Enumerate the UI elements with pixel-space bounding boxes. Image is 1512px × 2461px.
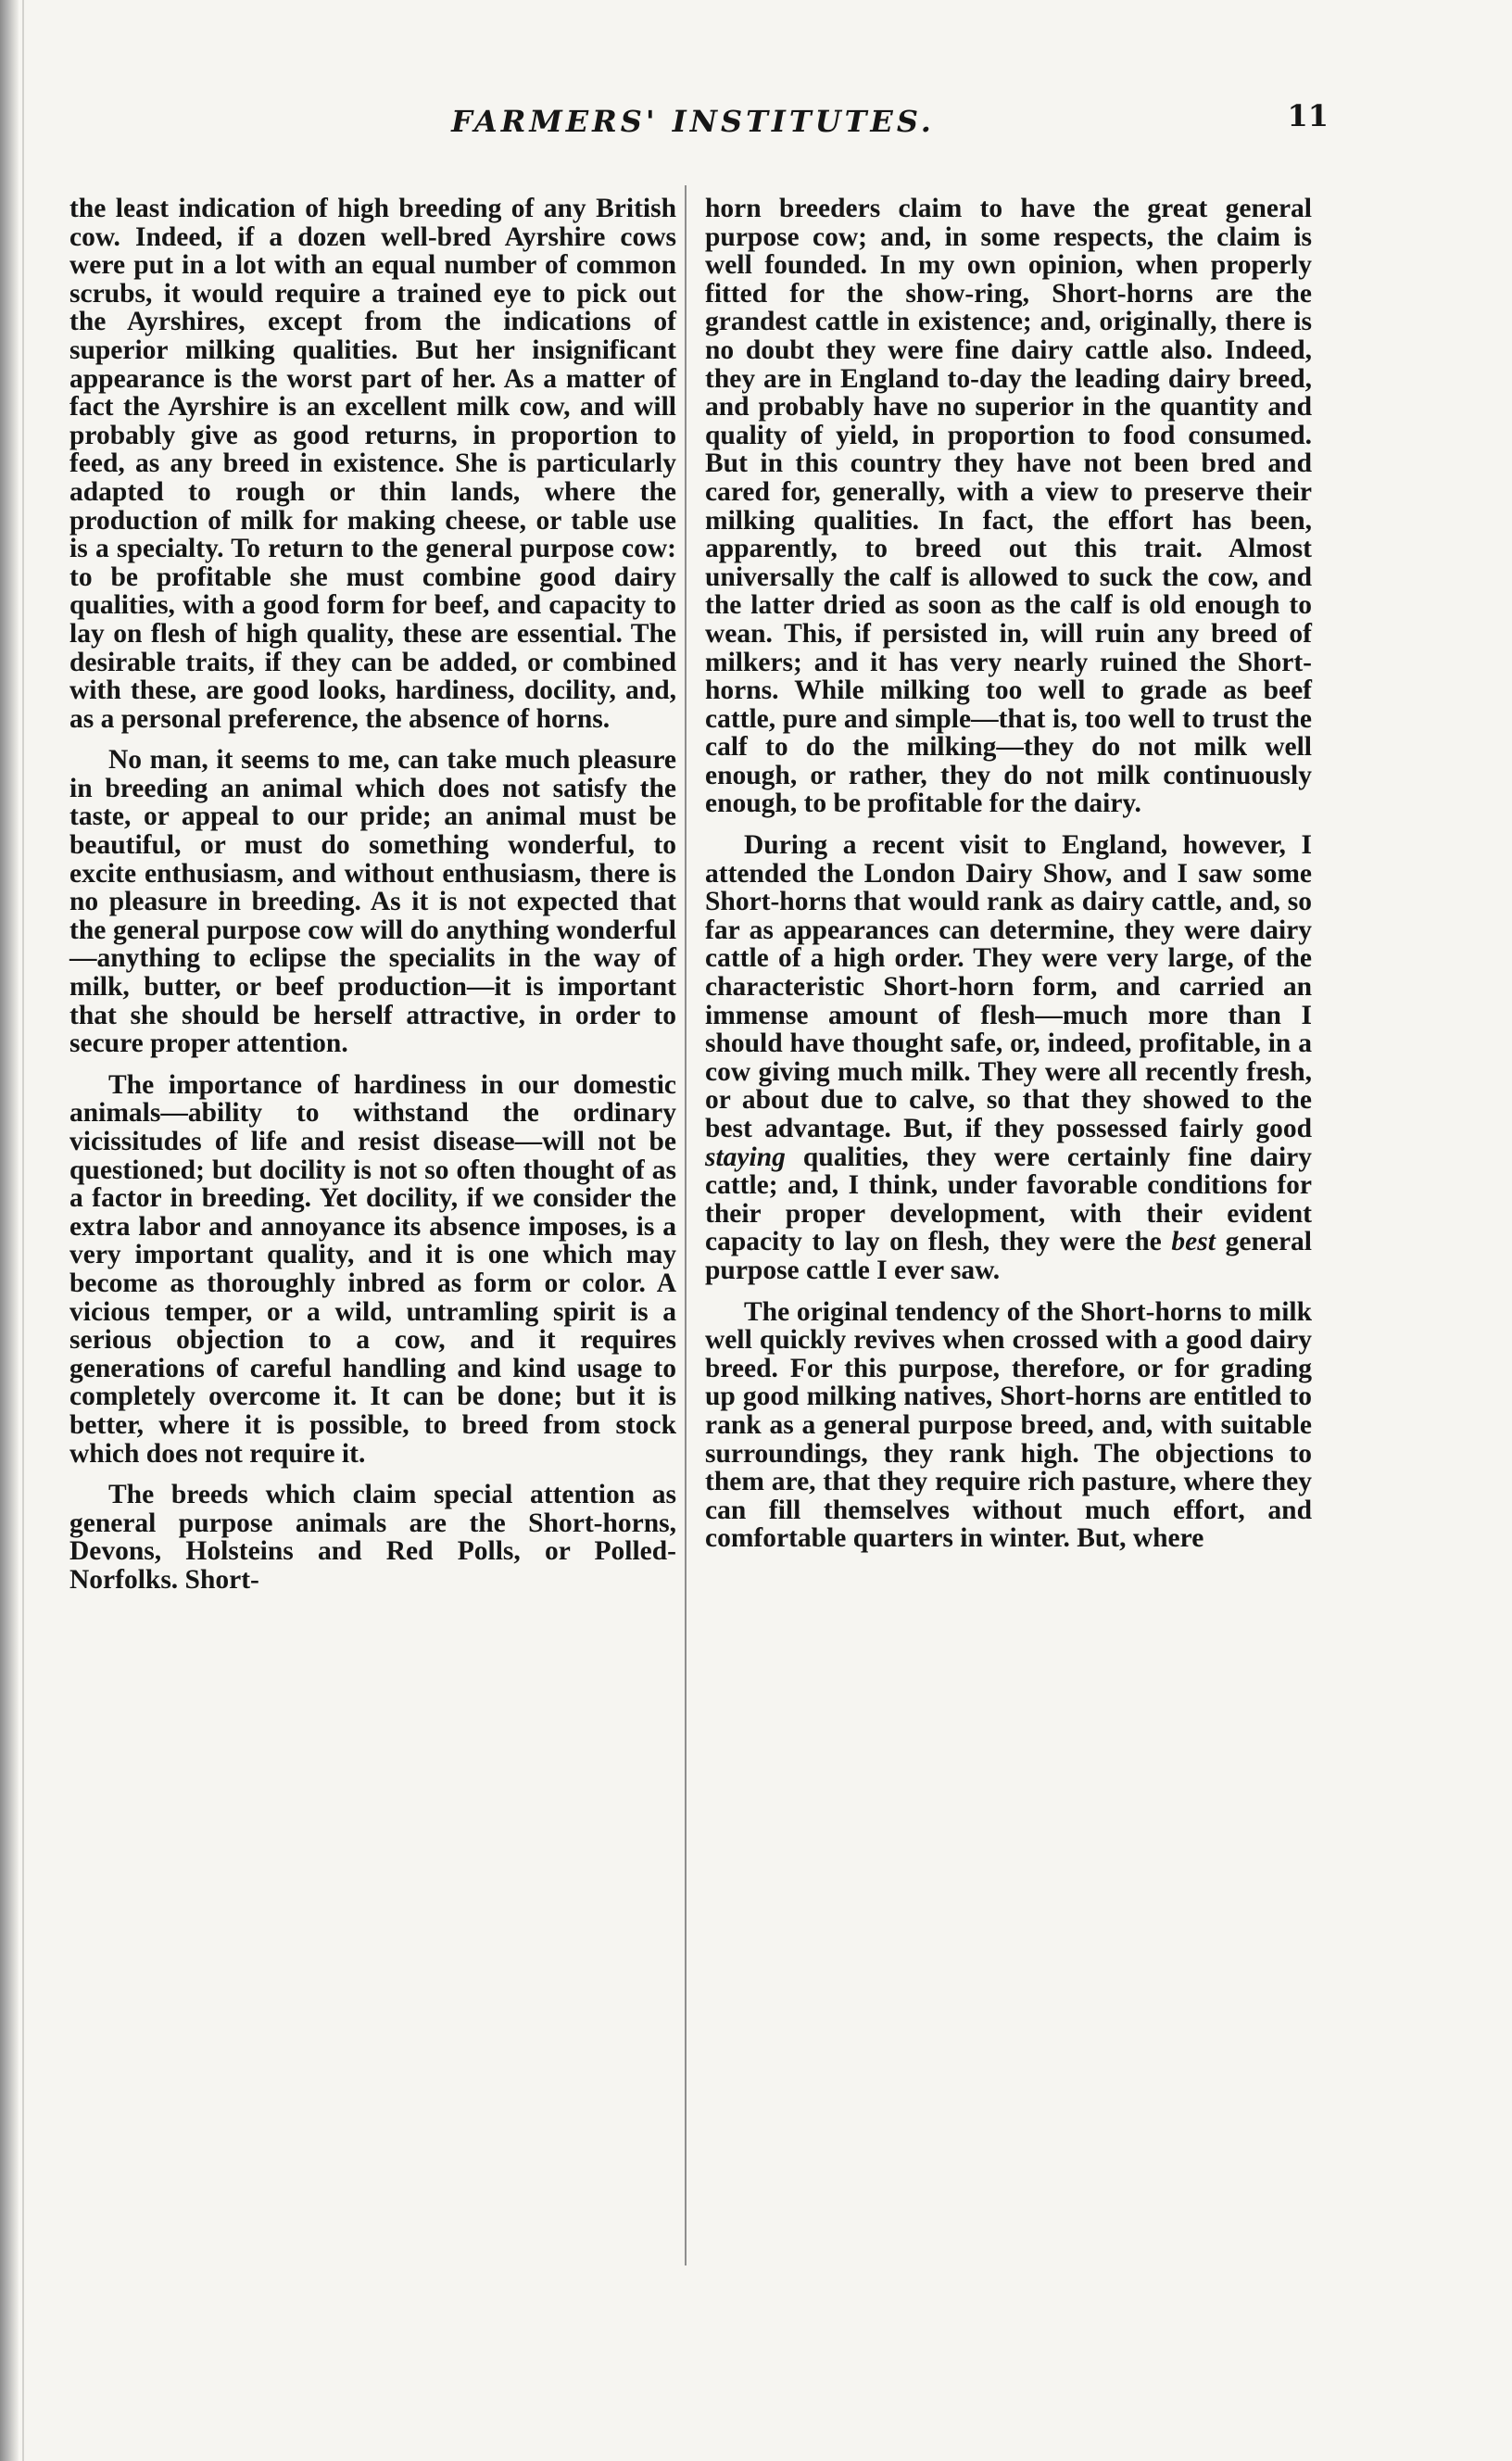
left-column — [69, 195, 676, 1608]
running-head — [54, 98, 1332, 139]
right-column — [705, 195, 1312, 1566]
scan-spine-shadow — [0, 0, 19, 2461]
paragraph — [705, 831, 1312, 1285]
paragraph: The original tendency of the Short-horns to milk well quickly revives when crossed with a good dairy breed. For this purpose, therefore, or for grading up good milking natives, Short-horns are entitled to rank as a general purpose breed, and, with suitable surroundings, they rank high. The objections to them are, that they require rich pasture, where they can fill themselves without much effort, and comfortable quarters in winter. But, where — [705, 1296, 1312, 1554]
paragraph: the least indication of high breeding of any British cow. Indeed, if a dozen well-bred Ayrshire cows were put in a lot with an equal number of common scrubs, it would require a trained eye to pick out the Ayrshires, except from the indications of superior milking qualities. But her insignificant appearance is the worst part of her. As a matter of fact the Ayrshire is an excellent milk cow, and will probably give as good returns, in proportion to feed, as any breed in existence. She is particularly adapted to rough or thin lands, where the production of milk for making cheese, or table use is a specialty. To return to the general purpose cow: to be profitable she must combine good dairy qualities, with a good form for beef, and capacity to lay on flesh of high quality, these are essential. The desirable traits, if they can be added, or combined with these, are good looks, hardiness, docility, and, as a personal preference, the absence of horns. — [69, 194, 676, 734]
italic-term: best — [1171, 1227, 1216, 1257]
page-number: 11 — [1287, 98, 1329, 133]
paragraph: No man, it seems to me, can take much pleasure in breeding an animal which does not satisfy the taste, or appeal to our pride; an animal must be beautiful, or must do something wonderful, to excite enthusiasm, and without enthusiasm, there is no pleasure in breeding. As it is not expected that the general purpose cow will do anything wonderful—anything to eclipse the specialits in the way of milk, butter, or beef production—it is important that she should be herself attractive, in order to secure proper attention. — [69, 745, 676, 1059]
paragraph: The importance of hardiness in our domestic animals—ability to withstand the ordinary vicissitudes of life and resist disease—will not be questioned; but docility is not so often thought of as a factor in breeding. Yet docility, if we consider the extra labor and annoyance its absence imposes, is a very important quality, and it is one which may become as thoroughly inbred as form or color. A vicious temper, or a wild, untramling spirit is a serious objection to a cow, and it requires generations of careful handling and kind usage to completely overcome it. It can be done; but it is better, where it is possible, to breed from stock which does not require it. — [69, 1069, 676, 1469]
paragraph-text: general purpose cattle I ever saw. — [705, 1227, 1313, 1285]
italic-term: staying — [705, 1142, 786, 1172]
scan-gutter-line — [22, 0, 24, 2461]
running-title: FARMERS' INSTITUTES. — [451, 104, 935, 139]
paragraph-text: During a recent visit to England, however, I attended the London Dairy Show, and I saw some Short-horns that would rank as dairy cattle, and, so far as appearances can determine, they were dairy cattle of a high order. They were very large, of the characteristic Short-horn form, and carried an immense amount of flesh—much more than I should have thought safe, or, indeed, profitable, in a cow giving much milk. They were all recently fresh, or about due to calve, so that they showed to the best advantage. But, if they possessed fairly good — [705, 830, 1312, 1143]
column-divider — [685, 185, 687, 2265]
paragraph-text: qualities, they were certainly fine dairy cattle; and, I think, under favorable conditions for their proper development, with their evident capacity to lay on flesh, they were the — [705, 1142, 1313, 1257]
paragraph: horn breeders claim to have the great general purpose cow; and, in some respects, the claim is well founded. In my own opinion, when properly fitted for the show-ring, Short-horns are the grandest cattle in existence; and, originally, there is no doubt they were fine dairy cattle also. Indeed, they are in England to-day the leading dairy breed, and probably have no superior in the quantity and quality of yield, in proportion to food consumed. But in this country they have not been bred and cared for, generally, with a view to preserve their milking qualities. In fact, the effort has been, apparently, to breed out this trait. Almost universally the calf is allowed to suck the cow, and the latter dried as soon as the calf is old enough to wean. This, if persisted in, will ruin any breed of milkers; and it has very nearly ruined the Short-horns. While milking too well to grade as beef cattle, pure and simple—that is, too well to trust the calf to do the milking—they do not milk well enough, or rather, they do not milk continuously enough, to be profitable for the dairy. — [705, 194, 1312, 819]
paragraph: The breeds which claim special attention as general purpose animals are the Short-horns, Devons, Holsteins and Red Polls, or Polled-Norfolks. Short- — [69, 1480, 676, 1595]
book-page — [54, 0, 1332, 2461]
